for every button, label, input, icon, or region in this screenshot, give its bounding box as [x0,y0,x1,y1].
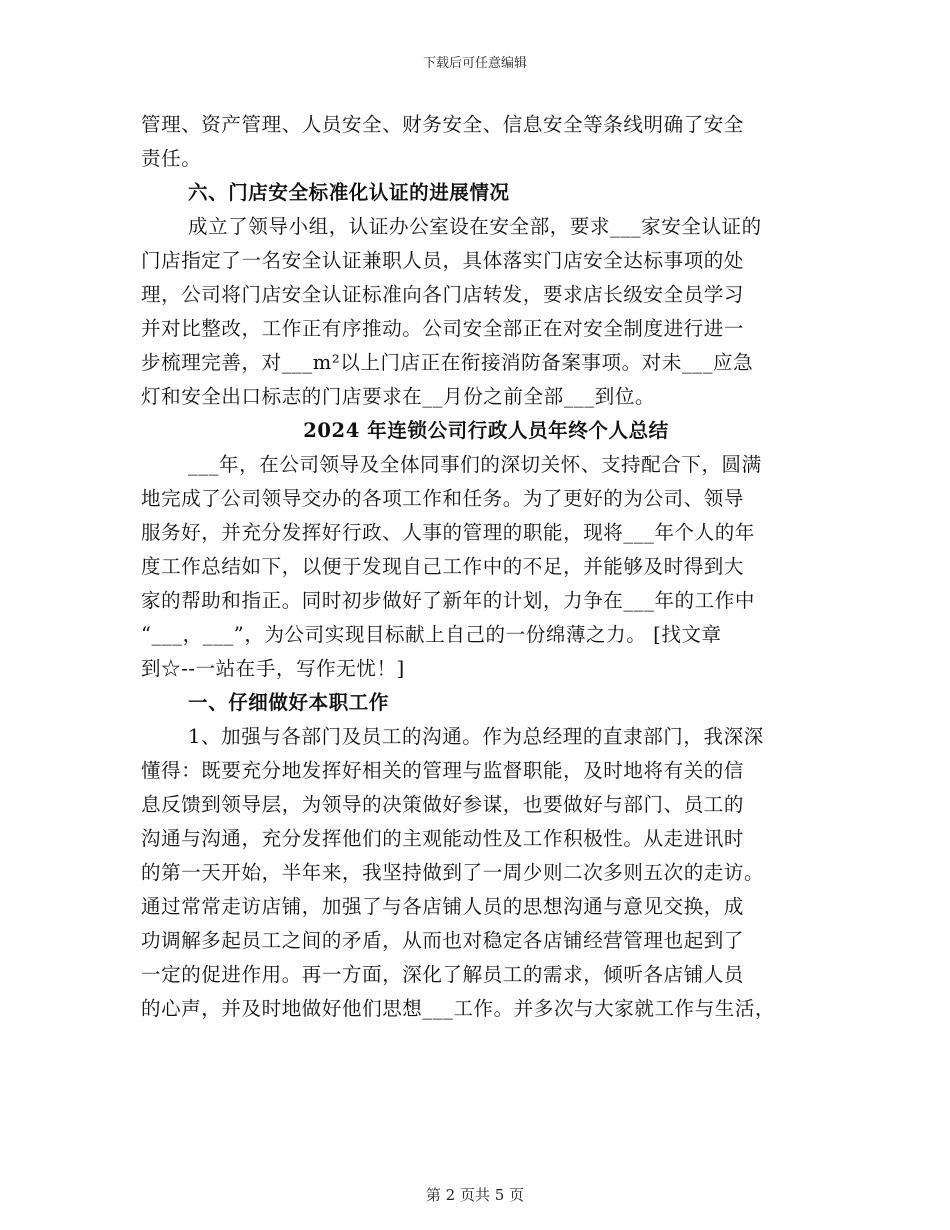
text-line: 功调解多起员工之间的矛盾，从而也对稳定各店铺经营管理也起到了 [141,929,745,952]
text-line: 管理、资产管理、人员安全、财务安全、信息安全等条线明确了安全 [141,113,745,136]
section-heading: 一、仔细做好本职工作 [188,691,390,714]
text-line: 到☆--一站在手，写作无忧！] [141,657,405,680]
text-line: 沟通与沟通，充分发挥他们的主观能动性及工作积极性。从走进讯时 [141,827,745,850]
page-footer: 第 2 页共 5 页 [425,1186,525,1204]
text-line: 理，公司将门店安全认证标准向各门店转发，要求店长级安全员学习 [141,283,745,306]
text-line: 责任。 [141,147,202,170]
text-line: 家的帮助和指正。同时初步做好了新年的计划，力争在___年的工作中 [141,589,755,612]
document-title: 2024 年连锁公司行政人员年终个人总结 [303,419,669,442]
text-line: 的心声，并及时地做好他们思想___工作。并多次与大家就工作与生活， [141,997,776,1020]
page-header: 下载后可任意编辑 [422,56,527,71]
text-line: 门店指定了一名安全认证兼职人员，具体落实门店安全达标事项的处 [141,249,745,272]
text-line: 服务好，并充分发挥好行政、人事的管理的职能，现将___年个人的年 [141,521,755,544]
text-line: 地完成了公司领导交办的各项工作和任务。为了更好的为公司、领导 [141,487,745,510]
text-line: 度工作总结如下，以便于发现自己工作中的不足，并能够及时得到大 [141,555,745,578]
text-line: 灯和安全出口标志的门店要求在__月份之前全部___到位。 [141,385,656,408]
document-body [141,108,831,1026]
text-line: 懂得：既要充分地发挥好相关的管理与监督职能，及时地将有关的信 [141,759,745,782]
text-line: 的第一天开始，半年来，我坚持做到了一周少则二次多则五次的走访。 [141,861,765,884]
text-line: 1、加强与各部门及员工的沟通。作为总经理的直隶部门，我深深 [188,725,764,748]
text-line: 并对比整改，工作正有序推动。公司安全部正在对安全制度进行进一 [141,317,745,340]
text-line: 成立了领导小组，认证办公室设在安全部，要求___家安全认证的 [188,215,762,238]
section-heading: 六、门店安全标准化认证的进展情况 [188,181,510,204]
text-line: 步梳理完善，对___m²以上门店正在衔接消防备案事项。对未___应急 [141,351,754,374]
text-line: 一定的促进作用。再一方面，深化了解员工的需求，倾听各店铺人员 [141,963,745,986]
text-line: 通过常常走访店铺，加强了与各店铺人员的思想沟通与意见交换，成 [141,895,745,918]
text-line: ___年，在公司领导及全体同事们的深切关怀、支持配合下，圆满 [188,453,762,476]
text-line: “___，___”，为公司实现目标献上自己的一份绵薄之力。 [找文章 [141,623,722,646]
text-line: 息反馈到领导层，为领导的决策做好参谋，也要做好与部门、员工的 [141,793,745,816]
